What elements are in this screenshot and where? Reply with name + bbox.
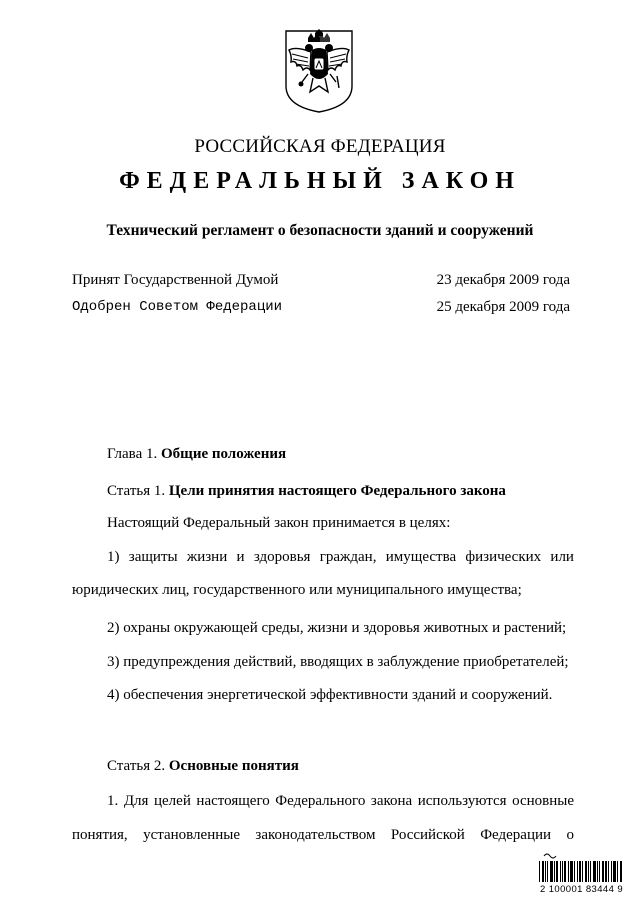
article-1-intro: Настоящий Федеральный закон принимается в целях: [107,515,451,531]
barcode-bar [588,861,589,882]
article-1-item-1-line-2: юридических лиц, государственного или муниципального имущества; [72,582,522,598]
article-1-item-1-word: и [236,549,245,565]
barcode-bar [611,861,612,882]
barcode-bar [568,861,569,882]
duma-adoption-label: Принят Государственной Думой [72,272,279,288]
article-1-heading [107,483,506,500]
country-name: РОССИЙСКАЯ ФЕДЕРАЦИЯ [194,136,446,157]
article-2-paragraph-1-word: понятия, [72,827,128,843]
article-2-title: Основные понятия [168,758,299,774]
council-approval-date: 25 декабря 2009 года [436,299,570,315]
article-2-paragraph-1-word: установленные [143,827,240,843]
article-2-paragraph-1-word: используются [417,793,507,809]
barcode-bar [617,861,618,882]
article-1-item-1-word: здоровья [253,549,311,565]
barcode-bar [585,861,587,882]
article-1-item-1-word: граждан, [319,549,377,565]
article-2-paragraph-1-word: целей [154,793,191,809]
article-1-item-1-word: защиты [128,549,178,565]
article-2-paragraph-1-word: Российской [390,827,465,843]
russian-coat-of-arms-icon [282,28,356,114]
article-2-prefix: Статья 2. [107,758,166,774]
barcode-bar [593,861,596,882]
article-1-item-1-word: 1) [107,549,120,565]
barcode-bar [570,861,573,882]
article-1-item-2: 2) охраны окружающей среды, жизни и здоровья животных и растений; [107,620,567,636]
barcode-bar [590,861,591,882]
article-2-paragraph-1-word: 1. [107,793,119,809]
article-2-paragraph-1-word: закона [370,793,413,809]
article-1-item-1-word: или [550,549,574,565]
barcode-bar [542,861,544,882]
barcode-bar [564,861,566,882]
barcode-bar [602,861,604,882]
barcode-bar [579,861,581,882]
barcode-bar [577,861,578,882]
article-1-item-1-word: физических [465,549,542,565]
law-title: Технический регламент о безопасности зданий и сооружений [106,222,534,239]
duma-adoption-date: 23 декабря 2009 года [436,272,570,288]
barcode-bar [613,861,616,882]
council-approval-label: Одобрен Советом Федерации [72,299,283,315]
article-1-item-3: 3) предупреждения действий, вводящих в заблуждение приобретателей; [107,654,569,670]
barcode-bar [599,861,600,882]
barcode-bar [545,861,546,882]
barcode-bar [597,861,598,882]
barcode-bar [556,861,558,882]
barcode-bar [608,861,609,882]
article-1-item-4: 4) обеспечения энергетической эффективности зданий и сооружений. [107,687,553,703]
article-1-item-1-line-1 [107,549,574,566]
article-1-item-1-word: жизни [186,549,228,565]
article-1-title: Цели принятия настоящего Федерального закона [168,483,506,499]
barcode-bar [574,861,575,882]
article-2-paragraph-1-word: Для [123,793,149,809]
chapter-1-heading [107,446,286,463]
article-2-paragraph-1-word: о [566,827,574,843]
article-2-paragraph-1-word: Федерации [480,827,552,843]
barcode-bar [539,861,540,882]
barcode-bar [554,861,555,882]
article-2-paragraph-1-word: Федерального [275,793,366,809]
article-2-paragraph-1-word: законодательством [255,827,376,843]
barcode-bar [582,861,583,882]
article-2-paragraph-1-line-1 [107,793,574,810]
barcode-number: 2 100001 83444 9 [540,884,624,895]
article-2-heading [107,758,299,775]
barcode-bar [560,861,561,882]
law-type-heading: ФЕДЕРАЛЬНЫЙ ЗАКОН [119,168,521,194]
barcode-bar [550,861,553,882]
article-1-prefix: Статья 1. [107,483,166,499]
barcode-bar [605,861,607,882]
article-2-paragraph-1-word: основные [512,793,574,809]
article-2-paragraph-1-line-2 [72,827,574,844]
chapter-1-prefix: Глава 1. [107,446,158,462]
article-1-item-1-word: имущества [385,549,457,565]
article-2-paragraph-1-word: настоящего [196,793,270,809]
barcode-bar [620,861,622,882]
chapter-1-title: Общие положения [160,446,287,462]
barcode-bar [562,861,563,882]
barcode-bar [547,861,548,882]
